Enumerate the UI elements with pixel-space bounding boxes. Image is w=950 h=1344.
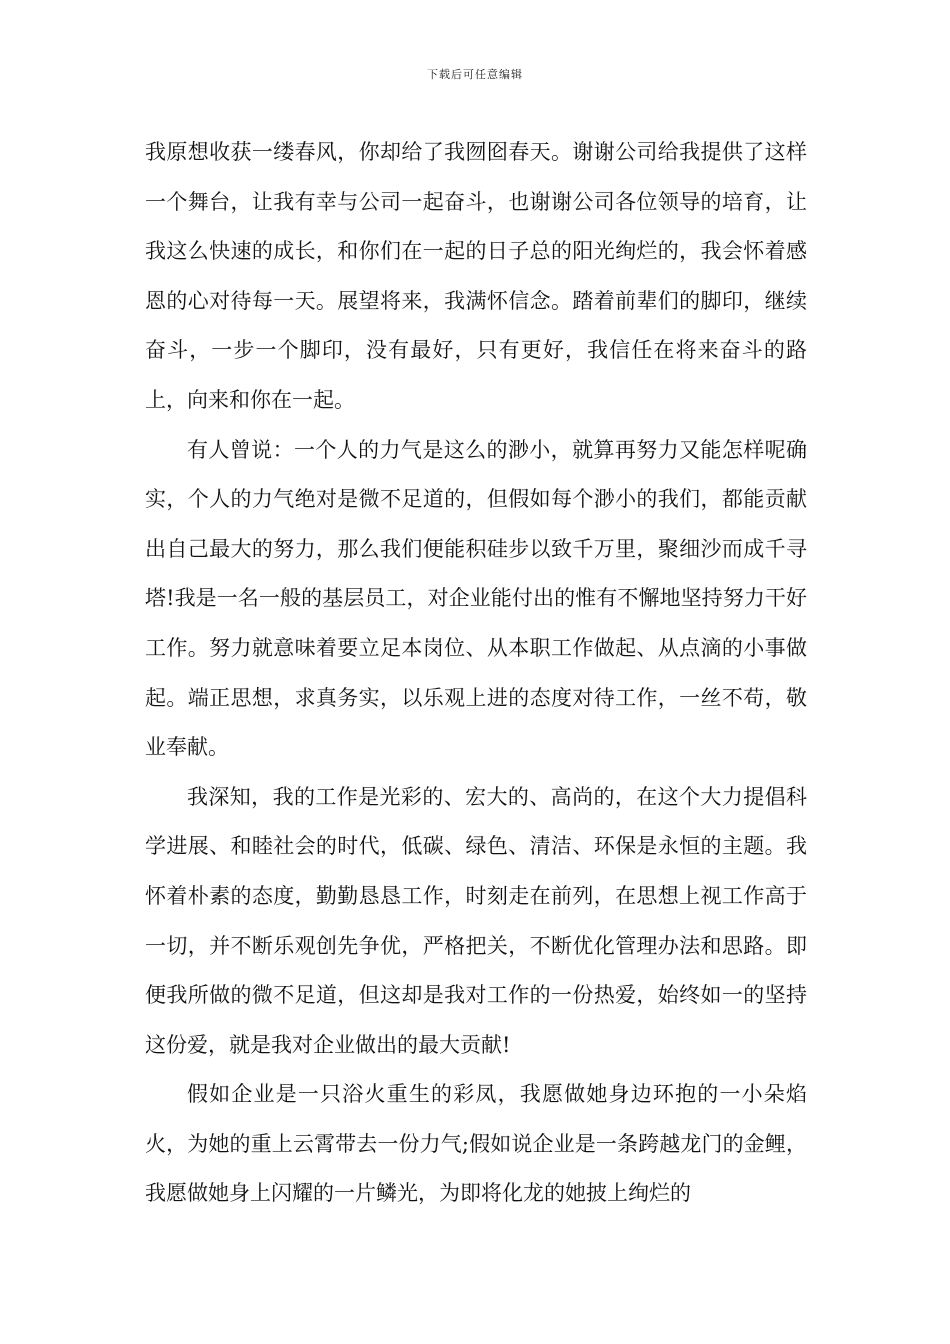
paragraph-1: 我原想收获一缕春风，你却给了我囫囵春天。谢谢公司给我提供了这样一个舞台，让我有幸与公司一起奋斗，也谢谢公司各位领导的培育，让我这么快速的成长，和你们在一起的日子总的阳光绚烂的，我会怀着感恩的心对待每一天。展望将来，我满怀信念。踏着前辈们的脚印，继续奋斗，一步一个脚印，没有最好，只有更好，我信任在将来奋斗的路上，向来和你在一起。 bbox=[145, 140, 807, 412]
paragraph-3: 我深知，我的工作是光彩的、宏大的、高尚的，在这个大力提倡科学进展、和睦社会的时代，低碳、绿色、清洁、环保是永恒的主题。我怀着朴素的态度，勤勤恳恳工作，时刻走在前列，在思想上视工作高于一切，并不断乐观创先争优，严格把关，不断优化管理办法和思路。即便我所做的微不足道，但这却是我对工作的一份热爱，始终如一的坚持这份爱，就是我对企业做出的最大贡献! bbox=[145, 784, 807, 1057]
paragraph-2: 有人曾说：一个人的力气是这么的渺小，就算再努力又能怎样呢确实，个人的力气绝对是微不足道的，但假如每个渺小的我们，都能贡献出自己最大的努力，那么我们便能积硅步以致千万里，聚细沙而成千寻塔!我是一名一般的基层员工，对企业能付出的惟有不懈地坚持努力干好工作。努力就意味着要立足本岗位、从本职工作做起、从点滴的小事做起。端正思想，求真务实，以乐观上进的态度对待工作，一丝不苟，敬业奉献。 bbox=[145, 437, 807, 760]
paragraph-4: 假如企业是一只浴火重生的彩凤，我愿做她身边环抱的一小朵焰火，为她的重上云霄带去一份力气;假如说企业是一条跨越龙门的金鲤，我愿做她身上闪耀的一片鳞光，为即将化龙的她披上绚烂的 bbox=[145, 1082, 807, 1206]
document-body bbox=[145, 128, 807, 1219]
page-header: 下载后可任意编辑 bbox=[427, 68, 523, 81]
